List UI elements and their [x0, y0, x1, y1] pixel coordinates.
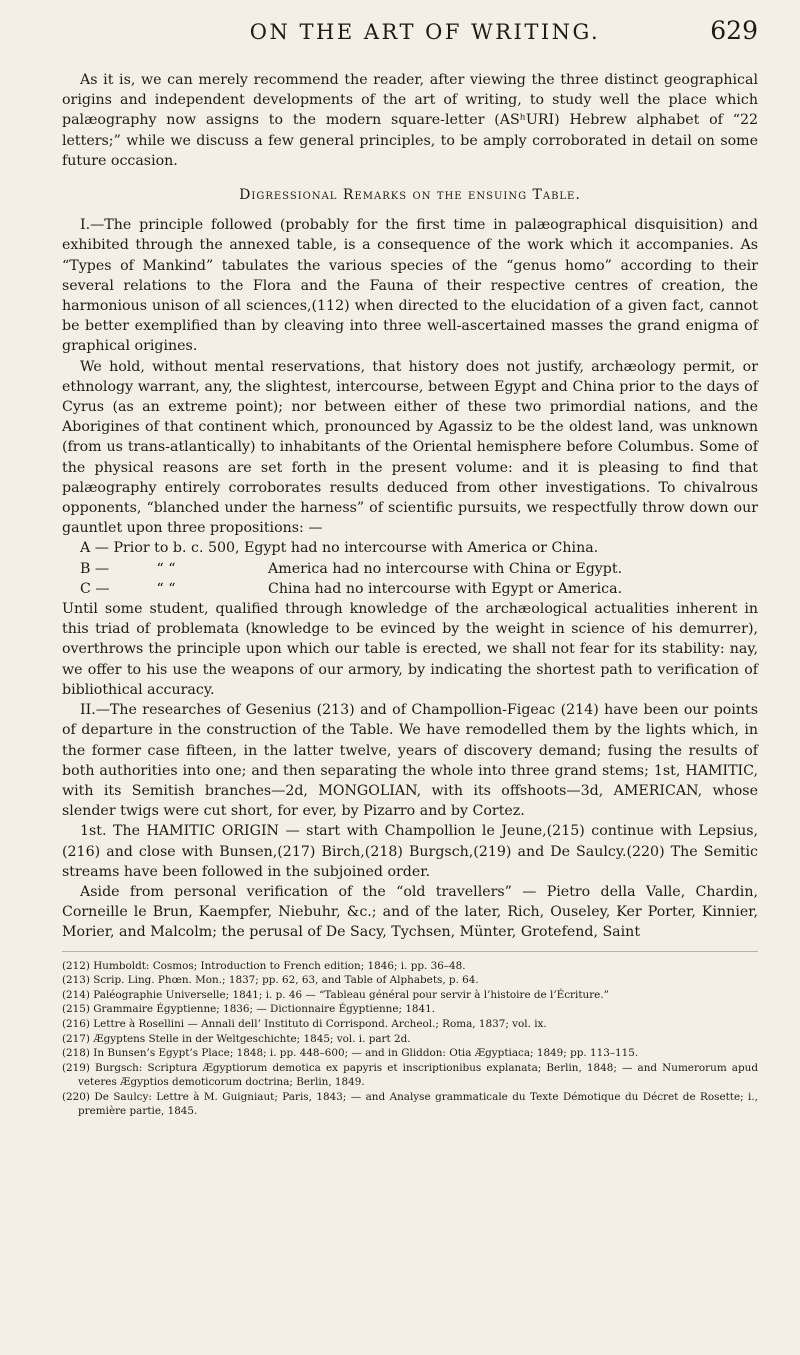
proposition-c: [62, 579, 758, 599]
proposition-text: Egypt had no intercourse with America or China.: [244, 540, 599, 557]
running-title: ON THE ART OF WRITING.: [249, 20, 601, 44]
page-number: 629: [710, 16, 758, 45]
proposition-label: C —: [80, 580, 110, 597]
ditto-marks: “ “: [156, 580, 176, 597]
proposition-label: A — Prior to b. c. 500,: [80, 540, 240, 557]
ditto-marks: “ “: [156, 560, 176, 577]
proposition-b: [62, 559, 758, 579]
footnote-212: (212) Humboldt: Cosmos; Introduction to French edition; 1846; i. pp. 36–48.: [62, 959, 466, 972]
footnote-218: (218) In Bunsen’s Egypt’s Place; 1848; i. pp. 448–600; — and in Gliddon: Otia Ægyptiaca; 1849; pp. 113–115.: [62, 1047, 639, 1060]
footnote-215: (215) Grammaire Égyptienne; 1836; — Dictionnaire Égyptienne; 1841.: [62, 1003, 436, 1016]
footnote-216: (216) Lettre à Rosellini — Annali dell’ Instituto di Corrispond. Archeol.; Roma, 1837; vol. ix.: [62, 1017, 547, 1030]
paragraph-section-two: II.—The researches of Gesenius (213) and of Champollion-Figeac (214) have been our points of departure in the construction of the Table. We have remodelled them by the lights which, in the former case fifteen, in the latter twelve, years of discovery demand; fusing the results of both authorities into one; and then separating the whole into three grand stems; 1st, HAMITIC, with its Semitish branches—2d, MONGOLIAN, with its offshoots—3d, AMERICAN, whose slender twigs were cut short, for ever, by Pizarro and by Cortez.: [62, 702, 758, 820]
proposition-text: America had no intercourse with China or Egypt.: [268, 560, 623, 577]
paragraph-section-two-c: Aside from personal verification of the “old travellers” — Pietro della Valle, Chardin, Corneille le Brun, Kaempfer, Niebuhr, &c.; and of the later, Rich, Ouseley, Ker Porter, Kinnier, Morier, and Malcolm; the perusal of De Sacy, Tychsen, Münter, Grotefend, Saint: [62, 883, 758, 941]
paragraph-section-one-c: Until some student, qualified through knowledge of the archæological actualities inherent in this triad of problemata (knowledge to be evinced by the weight in science of his demurrer), overthrows the principle upon which our table is erected, we shall not fear for its stability: nay, we offer to his use the weapons of our armory, by indicating the shortest path to verification of bibliothical accuracy.: [62, 601, 758, 698]
footnote-219: (219) Burgsch: Scriptura Ægyptiorum demotica ex papyris et inscriptionibus explanata; Berlin, 1848; — and Numerorum apud veteres Ægyptios demoticorum doctrina; Berlin, 1849.: [62, 1061, 758, 1089]
footnote-220: (220) De Saulcy: Lettre à M. Guigniaut; Paris, 1843; — and Analyse grammaticale du Texte Démotique du Décret de Rosette; i., première partie, 1845.: [62, 1090, 758, 1118]
propositions-list: [62, 538, 758, 599]
main-text: [62, 70, 758, 943]
proposition-label: B —: [80, 560, 110, 577]
page-header: [62, 0, 758, 70]
proposition-a: [62, 538, 758, 558]
footnotes: [62, 951, 758, 1120]
footnote-217: (217) Ægyptens Stelle in der Weltgeschichte; 1845; vol. i. part 2d.: [62, 1032, 411, 1045]
paragraph-section-one: I.—The principle followed (probably for the first time in palæographical disquisition) and exhibited through the annexed table, is a consequence of the work which it accompanies. As “Types of Mankind” tabulates the various species of the “genus homo” according to their several relations to the Flora and the Fauna of their respective centres of creation, the harmonious unison of all sciences,(112) when directed to the elucidation of a given fact, cannot be better exemplified than by cleaving into three well-ascertained masses the grand enigma of graphical origines.: [62, 217, 758, 355]
footnote-214: (214) Paléographie Universelle; 1841; i. p. 46 — “Tableau général pour servir à l’histoire de l’Écriture.”: [62, 988, 609, 1001]
paragraph-section-one-b: We hold, without mental reservations, that history does not justify, archæology permit, or ethnology warrant, any, the slightest, intercourse, between Egypt and China prior to the days of Cyrus (as an extreme point); nor between either of these two primordial nations, and the Aborigines of that continent which, pronounced by Agassiz to be the oldest land, was unknown (from us trans-atlantically) to inhabitants of the Oriental hemisphere before Columbus. Some of the physical reasons are set forth in the present volume: and it is pleasing to find that palæography entirely corroborates results deduced from other investigations. To chivalrous opponents, “blanched under the harness” of scientific pursuits, we respectfully throw down our gauntlet upon three propositions: —: [62, 358, 758, 537]
intro-paragraph: As it is, we can merely recommend the reader, after viewing the three distinct geographical origins and independent developments of the art of writing, to study well the place which palæography now assigns to the modern square-letter (ASʰURI) Hebrew alphabet of “22 letters;” while we discuss a few general principles, to be amply corroborated in detail on some future occasion.: [62, 72, 758, 169]
footnote-213: (213) Scrip. Ling. Phœn. Mon.; 1837; pp. 62, 63, and Table of Alphabets, p. 64.: [62, 974, 479, 987]
proposition-text: China had no intercourse with Egypt or America.: [268, 580, 623, 597]
section-heading: Digressional Remarks on the ensuing Table.: [239, 187, 581, 204]
paragraph-section-two-b: 1st. The HAMITIC ORIGIN — start with Champollion le Jeune,(215) continue with Lepsius,(216) and close with Bunsen,(217) Birch,(218) Burgsch,(219) and De Saulcy.(220) The Semitic streams have been followed in the subjoined order.: [62, 823, 758, 880]
